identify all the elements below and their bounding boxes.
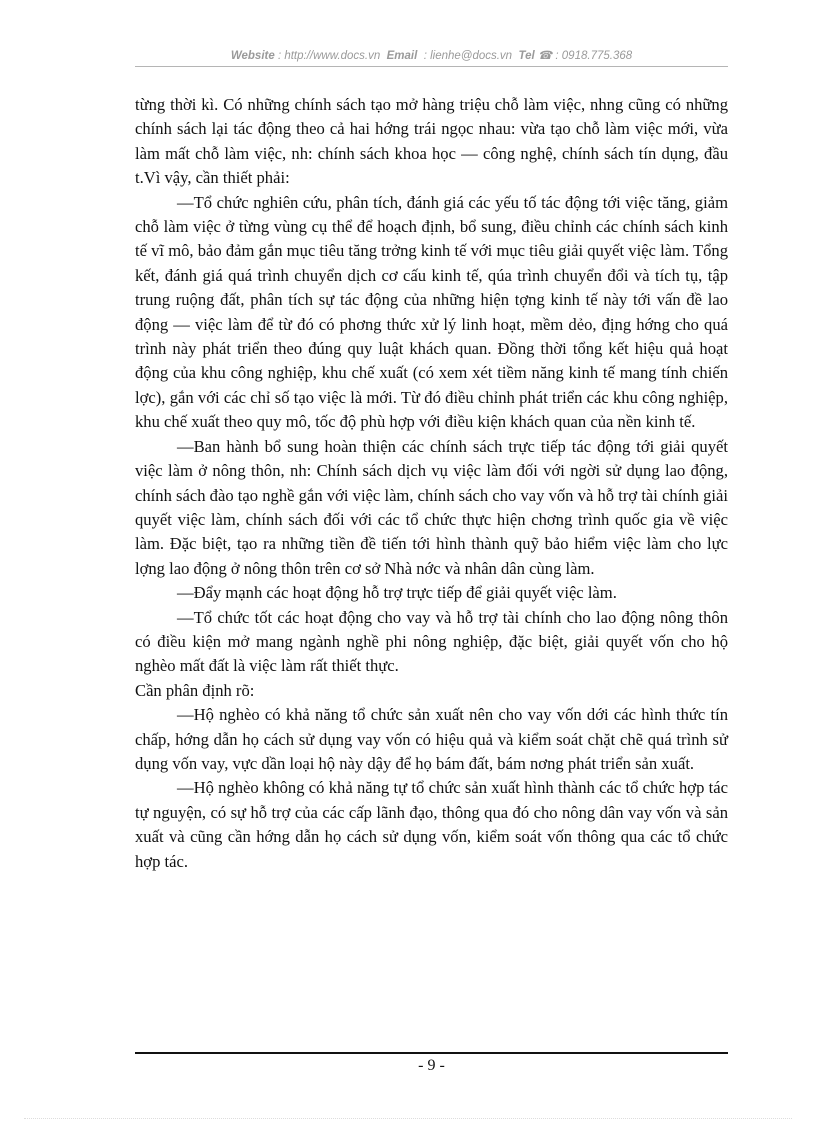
website-url[interactable]: : http://www.docs.vn — [277, 50, 381, 62]
page-header — [135, 48, 728, 67]
email-address[interactable]: : lienhe@docs.vn — [423, 50, 513, 62]
paragraph: —Tổ chức tốt các hoạt động cho vay và hỗ trợ tài chính cho lao động nông thôn có điều kiện mở mang ngành nghề phi nông nghiệp, đặc biệt, giải quyết vốn cho hộ nghèo mất đất là việc làm rất thiết thực. — [135, 607, 728, 676]
website-label: Website — [230, 50, 275, 62]
paragraph: —Hộ nghèo có khả năng tổ chức sản xuất nên cho vay vốn dới các hình thức tín chấp, hớng dẫn họ cách sử dụng vay vốn có hiệu quả và kiểm soát chặt chẽ quá trình sử dụng vốn vay, vực dần loại hộ này dậy để họ bám đất, bám nơng phát triển sản xuất. — [135, 705, 728, 773]
paragraph: —Đẩy mạnh các hoạt động hỗ trợ trực tiếp để giải quyết việc làm. — [177, 583, 617, 603]
paragraph: —Ban hành bổ sung hoàn thiện các chính sách trực tiếp tác động tới giải quyết việc làm ở nông thôn, nh: Chính sách dịch vụ việc làm đối với ngời sử dụng lao động, chính sách đào tạo nghề gắn với việc làm, chính sách cho vay vốn và hỗ trợ tài chính giải quyết việc làm, chính sách đối với các tổ chức thực hiện chơng trình quốc gia về việc làm. Đặc biệt, tạo ra những tiền đề tiến tới hình thành quỹ bảo hiểm việc làm cho lực lợng lao động ở nông thôn trên cơ sở Nhà nớc và nhân dân cùng làm. — [135, 436, 728, 578]
tel-label: Tel — [518, 50, 535, 62]
paragraph: —Hộ nghèo không có khả năng tự tổ chức sản xuất hình thành các tổ chức hợp tác tự nguyện, có sự hỗ trợ của các cấp lãnh đạo, thông qua đó cho nông dân vay vốn và sản xuất và cũng cần hớng dẫn họ cách sử dụng vốn, kiểm soát vốn thông qua các tổ chức hợp tác. — [135, 778, 728, 871]
paragraph: Cần phân định rõ: — [135, 680, 255, 700]
page-bottom-border — [24, 1118, 792, 1119]
email-label: Email — [386, 50, 418, 62]
document-body — [135, 93, 728, 874]
footer-divider — [135, 1052, 728, 1054]
tel-number: ☎ : 0918.775.368 — [537, 50, 633, 62]
page-number: - 9 - — [418, 1057, 445, 1074]
paragraph: từng thời kì. Có những chính sách tạo mở hàng triệu chỗ làm việc, nhng cũng có những chính sách lại tác động theo cả hai hớng trái ngọc nhau: vừa tạo chỗ làm việc mới, vừa làm mất chỗ làm việc, nh: chính sách khoa học — công nghệ, chính sách tín dụng, đầu t.Vì vậy, cần thiết phải: — [135, 95, 728, 188]
paragraph: —Tổ chức nghiên cứu, phân tích, đánh giá các yếu tố tác động tới việc tăng, giảm chỗ làm việc ở từng vùng cụ thể để hoạch định, bổ sung, điều chỉnh các chính sách kinh tế vĩ mô, bảo đảm gắn mục tiêu tăng trởng kinh tế với mục tiêu giải quyết việc làm. Tổng kết, đánh giá quá trình chuyển dịch cơ cấu kinh tế, qúa trình chuyển đổi và tích tụ, tập trung ruộng đất, phân tích sự tác động của những hiện tợng kinh tế này tới vấn đề lao động — việc làm để từ đó có phơng thức xử lý linh hoạt, mềm dẻo, địng hớng cho quá trình này phát triển theo đúng quy luật khách quan. Đồng thời tổng kết hiệu quả hoạt động của khu công nghiệp, khu chế xuất (có xem xét tiềm năng kinh tế mang tính chiến lợc), gắn với các chỉ số tạo việc là mới. Từ đó điều chỉnh phát triển các khu công nghiệp, khu chế xuất theo quy mô, tốc độ phù hợp với điều kiện khách quan của nền kinh tế. — [135, 192, 728, 432]
